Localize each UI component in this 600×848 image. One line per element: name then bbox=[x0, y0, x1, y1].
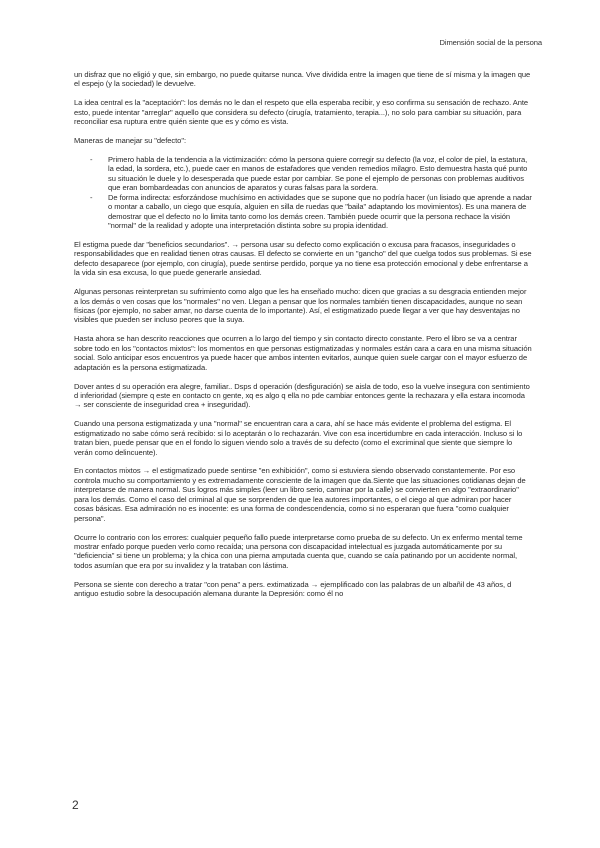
page-number: 2 bbox=[72, 798, 79, 812]
paragraph: Algunas personas reinterpretan su sufrimiento como algo que les ha enseñado mucho: dicen que gracias a su desgracia entienden mejor a los demás o ven cosas que los "normales" no ven. Llegan a pensar que los normales también tienen discapacidades, aunque no sean físicas (por ejemplo, no saber amar, no darse cuenta de lo importante). Así, el estigmatizado puede llegar a ver que hay desventajas no visibles que pueden ser incluso peores que la suya. bbox=[74, 287, 527, 325]
paragraph: Hasta ahora se han descrito reacciones que ocurren a lo largo del tiempo y sin contacto directo constante. Pero el libro se va a centrar sobre todo en los "contactos mixtos": los momentos en que personas estigmatizadas y normales están cara a cara en una misma situación social. Solo anticipar esos encuentros ya puede hacer que ambos intenten evitarlos, aunque quien suele cargar con el mayor esfuerzo de adaptación es la persona estigmatizada. bbox=[74, 334, 532, 372]
paragraph: El estigma puede dar "beneficios secundarios". → persona usar su defecto como explicación o excusa para fracasos, inseguridades o responsabilidades que en realidad tienen otras causas. El defecto se convierte en un "gancho" del que cuelga todos sus problemas. Si ese defecto desaparece (por ejemplo, con cirugía), puede sentirse perdido, porque ya no tiene esa protección emocional y debe enfrentarse a la vida sin esa excusa, lo que puede generarle ansiedad. bbox=[74, 239, 532, 278]
paragraph: Cuando una persona estigmatizada y una "normal" se encuentran cara a cara, ahí se hace más evidente el problema del estigma. El estigmatizado no sabe cómo será recibido: si lo aceptarán o lo rechazarán. Vive con esa incertidumbre en cada interacción. Incluso si lo tratan bien, puede pensar que en el fondo lo siguen viendo solo a través de su defecto (como el excriminal que siente que siempre lo verán como delincuente). bbox=[74, 419, 523, 457]
paragraph: Maneras de manejar su "defecto": bbox=[74, 136, 186, 146]
bullet-list bbox=[74, 155, 532, 231]
body-text bbox=[74, 70, 532, 608]
list-item-text: De forma indirecta: esforzándose muchísimo en actividades que se supone que no podría hacer (un lisiado que aprende a nadar o montar a caballo, un ciego que esquía, alguien en silla de ruedas que "baila" adaptando los movimientos). Es una manera de demostrar que el defecto no lo limita tanto como los demás creen. También puede ocurrir que la persona rechace la visión "normal" de la realidad y adopte una interpretación distinta sobre su propia identidad. bbox=[108, 192, 532, 231]
list-item bbox=[74, 155, 532, 193]
paragraph: Persona se siente con derecho a tratar "con pena" a pers. extimatizada → ejemplificado con las palabras de un albañil de 43 años, d antiguo estudio sobre la desocupación alemana durante la Depresión: como él no bbox=[74, 579, 512, 599]
paragraph: En contactos mixtos → el estigmatizado puede sentirse "en exhibición", como si estuviera siendo observado constantemente. Por eso controla mucho su comportamiento y es extremadamente consciente de la imagen que da.Siente que las situaciones cotidianas dejan de interpretarse de manera normal. Sus logros más simples (leer un libro serio, caminar por la calle) se convierten en algo "extraordinario" para los demás. Como el caso del criminal al que se sorprenden de que lea autores importantes, o el ciego al que admiran por hacer cosas básicas. Esa admiración no es inocente: es una forma de condescendencia, como si no esperaran que fuera "como cualquier persona". bbox=[74, 466, 526, 523]
paragraph: Ocurre lo contrario con los errores: cualquier pequeño fallo puede interpretarse como prueba de su defecto. Un ex enfermo mental teme mostrar enfado porque pueden verlo como recaída; una persona con discapacidad intelectual es juzgada automáticamente por su "deficiencia" si tiene un problema; y la chica con una pierna amputada cuenta que, cuando se caía patinando por un accidente normal, todos asumían que era por su invalidez y la trataban con lástima. bbox=[74, 532, 523, 570]
dash-bullet: - bbox=[90, 192, 93, 202]
dash-bullet: - bbox=[90, 154, 93, 164]
paragraph: un disfraz que no eligió y que, sin embargo, no puede quitarse nunca. Vive dividida entre la imagen que tiene de sí misma y la imagen que el espejo (y la sociedad) le devuelve. bbox=[74, 70, 531, 89]
paragraph: Dover antes d su operación era alegre, familiar.. Dsps d operación (desfiguración) se aisla de todo, eso la vuelve insegura con sentimiento d inferioridad (siempre q este en contacto cn gente, xq es algo q ella no pde cambiar entonces gente la rechazara y ella estara incomoda → ser consciente de inseguridad crea + inseguridad). bbox=[74, 381, 530, 410]
paragraph: La idea central es la "aceptación": los demás no le dan el respeto que ella esperaba recibir, y eso confirma su sensación de rechazo. Ante esto, puede intentar "arreglar" aquello que considera su defecto (cirugía, tratamiento, terapia...), no solo para cambiar su situación, para reconciliar esa ruptura entre quién siente que es y cómo es vista. bbox=[74, 98, 529, 127]
list-item bbox=[74, 193, 532, 231]
running-header: Dimensión social de la persona bbox=[439, 38, 542, 47]
list-item-text: Primero habla de la tendencia a la victimización: cómo la persona quiere corregir su defecto (la voz, el color de piel, la estatura, la edad, la sordera, etc.), puede caer en manos de estafadores que venden remedios milagro. Esto demuestra hasta qué punto su situación le duele y lo desesperada que puede estar por cambiar. Se pone el ejemplo de personas con problemas auditivos que eran bombardeadas con anuncios de aparatos y curas falsas para la sordera. bbox=[108, 154, 528, 193]
